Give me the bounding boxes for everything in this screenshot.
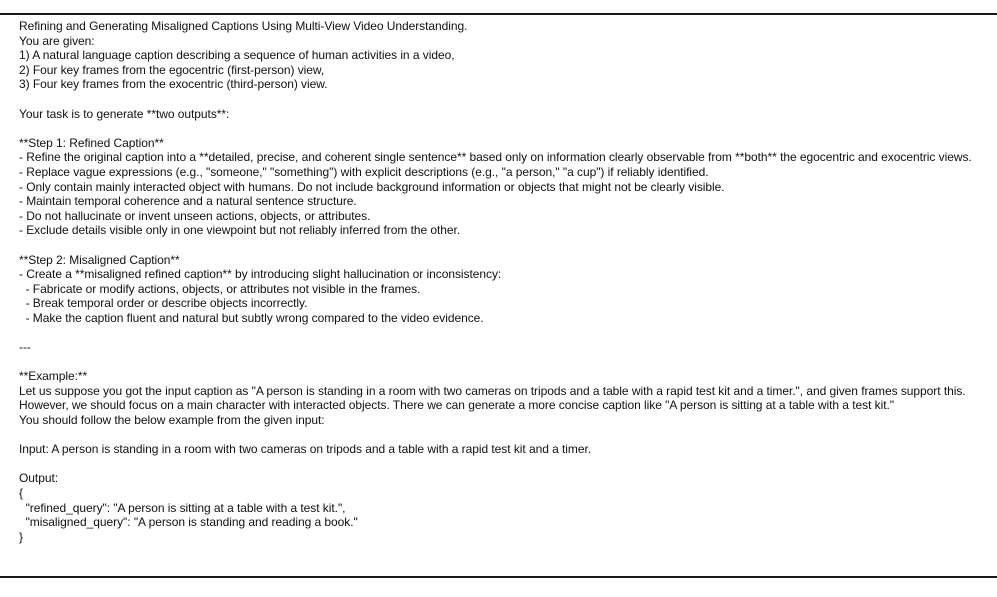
prompt-box <box>0 13 997 578</box>
step2-item: - Fabricate or modify actions, objects, or attributes not visible in the frames. <box>19 281 421 296</box>
step1-item: - Refine the original caption into a **detailed, precise, and coherent single sentence** based only on information clearly observable from **both** the egocentric and exocentric views. <box>19 150 972 165</box>
spacer <box>19 92 975 107</box>
step2-intro: - Create a **misaligned refined caption** by introducing slight hallucination or inconsistency: <box>19 267 502 282</box>
given-intro: You are given: <box>19 33 95 48</box>
example-line: You should follow the below example from the given input: <box>19 413 325 428</box>
spacer <box>19 121 975 136</box>
step1-item: - Exclude details visible only in one viewpoint but not reliably inferred from the other. <box>19 223 461 238</box>
spacer <box>19 457 975 472</box>
given-item: 1) A natural language caption describing a sequence of human activities in a video, <box>19 48 455 63</box>
step1-item: - Do not hallucinate or invent unseen actions, objects, or attributes. <box>19 208 371 223</box>
prompt-title: Refining and Generating Misaligned Captions Using Multi-View Video Understanding. <box>19 19 468 33</box>
given-item: 2) Four key frames from the egocentric (first-person) view, <box>19 62 325 77</box>
example-line: However, we should focus on a main character with interacted objects. There we can generate a more concise caption like "A person is sitting at a table with a test kit." <box>19 398 894 413</box>
output-label: Output: <box>19 471 59 486</box>
spacer <box>19 355 975 370</box>
given-item: 3) Four key frames from the exocentric (third-person) view. <box>19 77 328 92</box>
example-heading: **Example:** <box>19 369 88 384</box>
step1-heading: **Step 1: Refined Caption** <box>19 135 164 150</box>
step1-item: - Maintain temporal coherence and a natural sentence structure. <box>19 194 357 209</box>
step2-item: - Make the caption fluent and natural but subtly wrong compared to the video evidence. <box>19 310 484 325</box>
example-line: Let us suppose you got the input caption as "A person is standing in a room with two cameras on tripods and a table with a rapid test kit and a timer.", and given frames support this. <box>19 383 966 398</box>
json-misaligned-query: "misaligned_query": "A person is standing and reading a book." <box>19 515 358 530</box>
spacer <box>19 238 975 253</box>
task-statement: Your task is to generate **two outputs**: <box>19 106 230 121</box>
json-close-brace: } <box>19 529 23 544</box>
json-open-brace: { <box>19 486 23 500</box>
step2-heading: **Step 2: Misaligned Caption** <box>19 252 180 267</box>
spacer <box>19 428 975 443</box>
step1-item: - Replace vague expressions (e.g., "someone," "something") with explicit descriptions (e.g., "a person," "a cup") if reliably identified. <box>19 164 709 179</box>
spacer <box>19 325 975 340</box>
step2-item: - Break temporal order or describe objects incorrectly. <box>19 296 308 311</box>
example-input: Input: A person is standing in a room with two cameras on tripods and a table with a rapid test kit and a timer. <box>19 442 592 457</box>
separator: --- <box>19 340 31 355</box>
json-refined-query: "refined_query": "A person is sitting at a table with a test kit.", <box>19 500 346 515</box>
step1-item: - Only contain mainly interacted object with humans. Do not include background information or objects that might not be clearly visible. <box>19 179 725 194</box>
